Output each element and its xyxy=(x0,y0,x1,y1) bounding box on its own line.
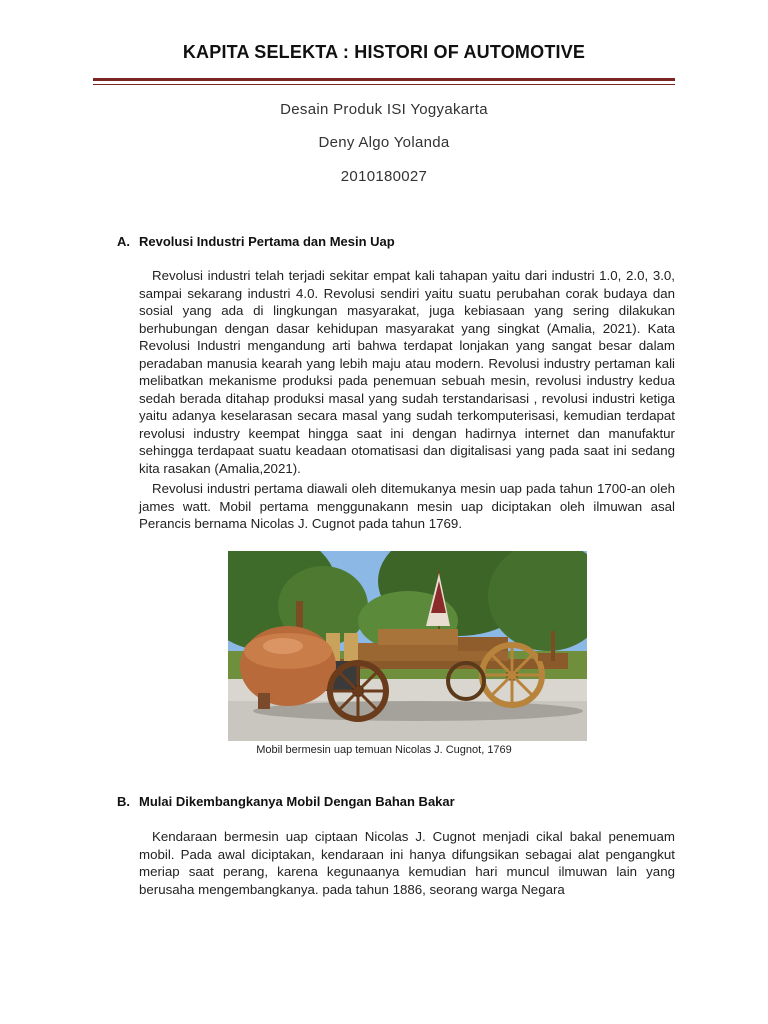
student-id: 2010180027 xyxy=(340,168,428,185)
section-b-title: Mulai Dikembangkanya Mobil Dengan Bahan Bakar xyxy=(139,794,455,809)
figure-caption: Mobil bermesin uap temuan Nicolas J. Cugnot, 1769 xyxy=(256,744,512,756)
title-rule-thick xyxy=(93,78,675,81)
cugnot-steam-car-photo xyxy=(228,551,587,741)
author-name: Deny Algo Yolanda xyxy=(318,134,450,151)
section-a-heading xyxy=(117,234,395,249)
document-title: KAPITA SELEKTA : HISTORI OF AUTOMOTIVE xyxy=(182,42,586,62)
section-a-paragraph-1: Revolusi industri telah terjadi sekitar empat kali tahapan yaitu dari industri 1.0, 2.0, 3.0, sampai sekarang industri 4.0. Revolusi sendiri yaitu suatu perubahan corak budaya dan sosial yang ada di lingkungan masyarakat, juga kebiasaan yang sering dilakukan berhubungan dengan dasar kehidupan masyarakat yang singkat (Amalia, 2021). Kata Revolusi Industri mengandung arti bahwa terdapat lonjakan yang sangat besar dalam peradaban manusia kearah yang lebih maju atau modern. Revolusi industry pertaman kali melibatkan mekanisme produksi pada penemuan sebuah mesin, revolusi industry kedua sedah berada ditahap produksi masal yang sudah terstandarisasi , revolusi industri ketiga yaitu adanya keselarasan secara masal yang sudah terkomputerisasi, kemudian terdapat revolusi industry keempat hingga saat ini dengan hadirnya internet dan manufaktur sehingga terdapaat suatu keadaan otomatisasi dan digitalisasi yang pada saat ini sedang kita rasakan (Amalia,2021). xyxy=(139,268,675,476)
institution: Desain Produk ISI Yogyakarta xyxy=(280,101,488,118)
section-a-letter: A. xyxy=(117,234,130,249)
section-a-paragraph-2: Revolusi industri pertama diawali oleh ditemukanya mesin uap pada tahun 1700-an oleh james watt. Mobil pertama menggunakann mesin uap diciptakan oleh ilmuwan asal Perancis bernama Nicolas J. Cugnot pada tahun 1769. xyxy=(139,481,675,531)
title-rule-thin xyxy=(93,84,675,85)
section-a-title: Revolusi Industri Pertama dan Mesin Uap xyxy=(139,234,395,249)
section-b-paragraph-1: Kendaraan bermesin uap ciptaan Nicolas J. Cugnot menjadi cikal bakal penemuam mobil. Pada awal diciptakan, kendaraan ini hanya difungsikan sebagai alat pengangkut meriap saat perang, karena kegunaanya kemudian hari muncul ilmuwan lain yang berusaha mengembangkanya. pada tahun 1886, seorang warga Negara xyxy=(139,829,675,897)
section-b-letter: B. xyxy=(117,794,130,809)
section-b-heading xyxy=(117,794,455,809)
